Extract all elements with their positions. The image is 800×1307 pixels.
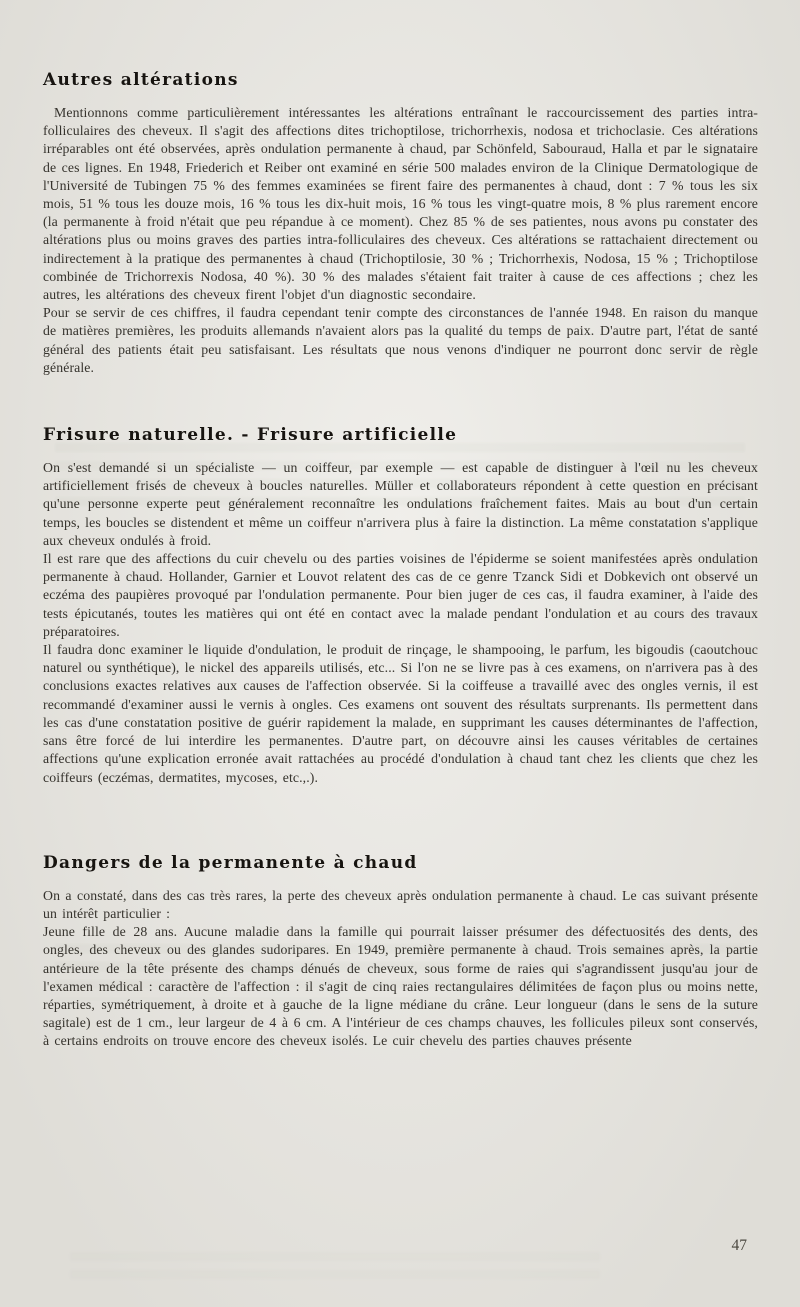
section-dangers-permanente-chaud <box>43 853 758 1051</box>
paragraph-cas-jeune-fille: Jeune fille de 28 ans. Aucune maladie dans la famille qui pourrait laisser présumer des défectuosités des dents, des ongles, des cheveux ou des glandes sudoripares. En 1949, première permanente à chaud. Trois semaines après, la partie antérieure de la tête présente des champs dénués de cheveux, sous forme de raies qui s'agrandissent jusqu'au jour de l'examen médical : caractère de l'affection : il s'agit de cinq raies rectangulaires délimitées de façon plus ou moins nette, réparties, symétriquement, à droite et à gauche de la ligne médiane du crâne. Leur longueur (dans le sens de la suture sagitale) est de 1 cm., leur largeur de 4 à 6 cm. A l'intérieur de ces champs chauves, les follicules pileux sont conservés, à certains endroits on trouve encore des cheveux isolés. Le cuir chevelu des parties chauves présente <box>43 924 758 1049</box>
section-heading-frisure: Frisure naturelle. - Frisure artificielle <box>43 425 458 446</box>
section-heading-dangers: Dangers de la permanente à chaud <box>43 852 418 873</box>
paragraph-alterations-statistics: Mentionnons comme particulièrement intéressantes les altérations entraînant le raccourcissement des parties intra-folliculaires des cheveux. Il s'agit des affections dites trichoptilose, trichorrhexis, nodosa et trichoclasie. Ces altérations irréparables ont été observées, après ondulation permanente à chaud, par Schönfeld, Sabouraud, Halla et par le signataire de ces lignes. En 1948, Friederich et Reiber ont examiné en série 500 malades environ de la Clinique Dermatologique de l'Université de Tubingen 75 % des femmes examinées se firent faire des permanentes à chaud, dont : 7 % tous les six mois, 51 % tous les douze mois, 16 % tous les dix-huit mois, 16 % tous les vingt-quatre mois, 8 % plus rarement encore (la permanente à froid n'était que peu répandue à ce moment). Chez 85 % de ses patientes, nous avons pu constater des altérations plus ou moins graves des parties intra-folliculaires des cheveux. Ces altérations se rattachaient directement ou indirectement à la pratique des permanentes à chaud (Trichoptilosie, 30 % ; Trichorrhexis, Nodosa, 15 % ; Trichoptilose combinée de Trichorrexis Nodosa, 40 %). 30 % des malades s'étaient fait traiter à cause de ces affections ; chez les autres, les altérations des cheveux firent l'objet d'un diagnostic secondaire. <box>43 105 758 303</box>
ink-bleedthrough <box>70 1252 600 1282</box>
page-number: 47 <box>731 1237 747 1254</box>
section-heading-autres-alterations: Autres altérations <box>43 70 239 90</box>
paragraph-affections-cuir-chevelu: Il est rare que des affections du cuir chevelu ou des parties voisines de l'épiderme se soient manifestées après ondulation permanente à chaud. Hollander, Garnier et Louvot relatent des cas de ce genre Tzanck Sidi et Dobkevich ont observé un eczéma des paupières provoqué par l'ondulation permanente. Pour bien juger de ces cas, il faudra examiner, à l'aide des tests épicutanés, toutes les matières qui ont été en contact avec la malade pendant l'ondulation et au cours des travaux préparatoires. <box>43 551 758 639</box>
paragraph-examens-produits: Il faudra donc examiner le liquide d'ondulation, le produit de rinçage, le shampooing, le parfum, les bigoudis (caoutchouc naturel ou synthétique), le nickel des appareils utilisés, etc... Si l'on ne se livre pas à ces examens, on n'arrivera pas à des conclusions exactes relatives aux causes de l'affection observée. Si la coiffeuse a travaillé avec des ongles vernis, il est recommandé d'examiner aussi le vernis à ongles. Ces examens ont souvent des résultats surprenants. Ils permettent dans les cas d'une constatation positive de guérir rapidement la malade, en supprimant les causes déterminantes de l'affection, sans être forcé de lui interdire les permanentes. D'autre part, on découvre ainsi les causes véritables de certaines affections qu'une explication erronée avait rattachées au procédé d'ondulation à chaud tant chez les clients que chez les coiffeurs (eczémas, dermatites, mycoses, etc.,.). <box>43 642 758 785</box>
section-autres-alterations <box>43 70 758 377</box>
paragraph-perte-cheveux: On a constaté, dans des cas très rares, la perte des cheveux après ondulation permanente à chaud. Le cas suivant présente un intérêt particulier : <box>43 887 758 921</box>
section-frisure-naturelle-artificielle <box>43 425 758 787</box>
paragraph-1948-context: Pour se servir de ces chiffres, il faudra cependant tenir compte des circonstances de l'année 1948. En raison du manque de matières premières, les produits allemands n'avaient alors pas la qualité du temps de paix. D'autre part, l'état de santé général des patients était peu satisfaisant. Les résultats que nous venons d'indiquer ne pourront donc servir de règle générale. <box>43 305 758 375</box>
paragraph-distinguer-boucles: On s'est demandé si un spécialiste — un coiffeur, par exemple — est capable de distinguer à l'œil nu les cheveux artificiellement frisés de cheveux à boucles naturelles. Müller et collaborateurs répondent à cette question en précisant qu'une personne experte peut généralement reconnaître les ondulations fraîchement faites. Mais au bout d'un certain temps, les boucles se distendent et même un coiffeur n'arrivera plus à faire la distinction. La même constatation s'applique aux cheveux ondulés à froid. <box>43 460 758 548</box>
